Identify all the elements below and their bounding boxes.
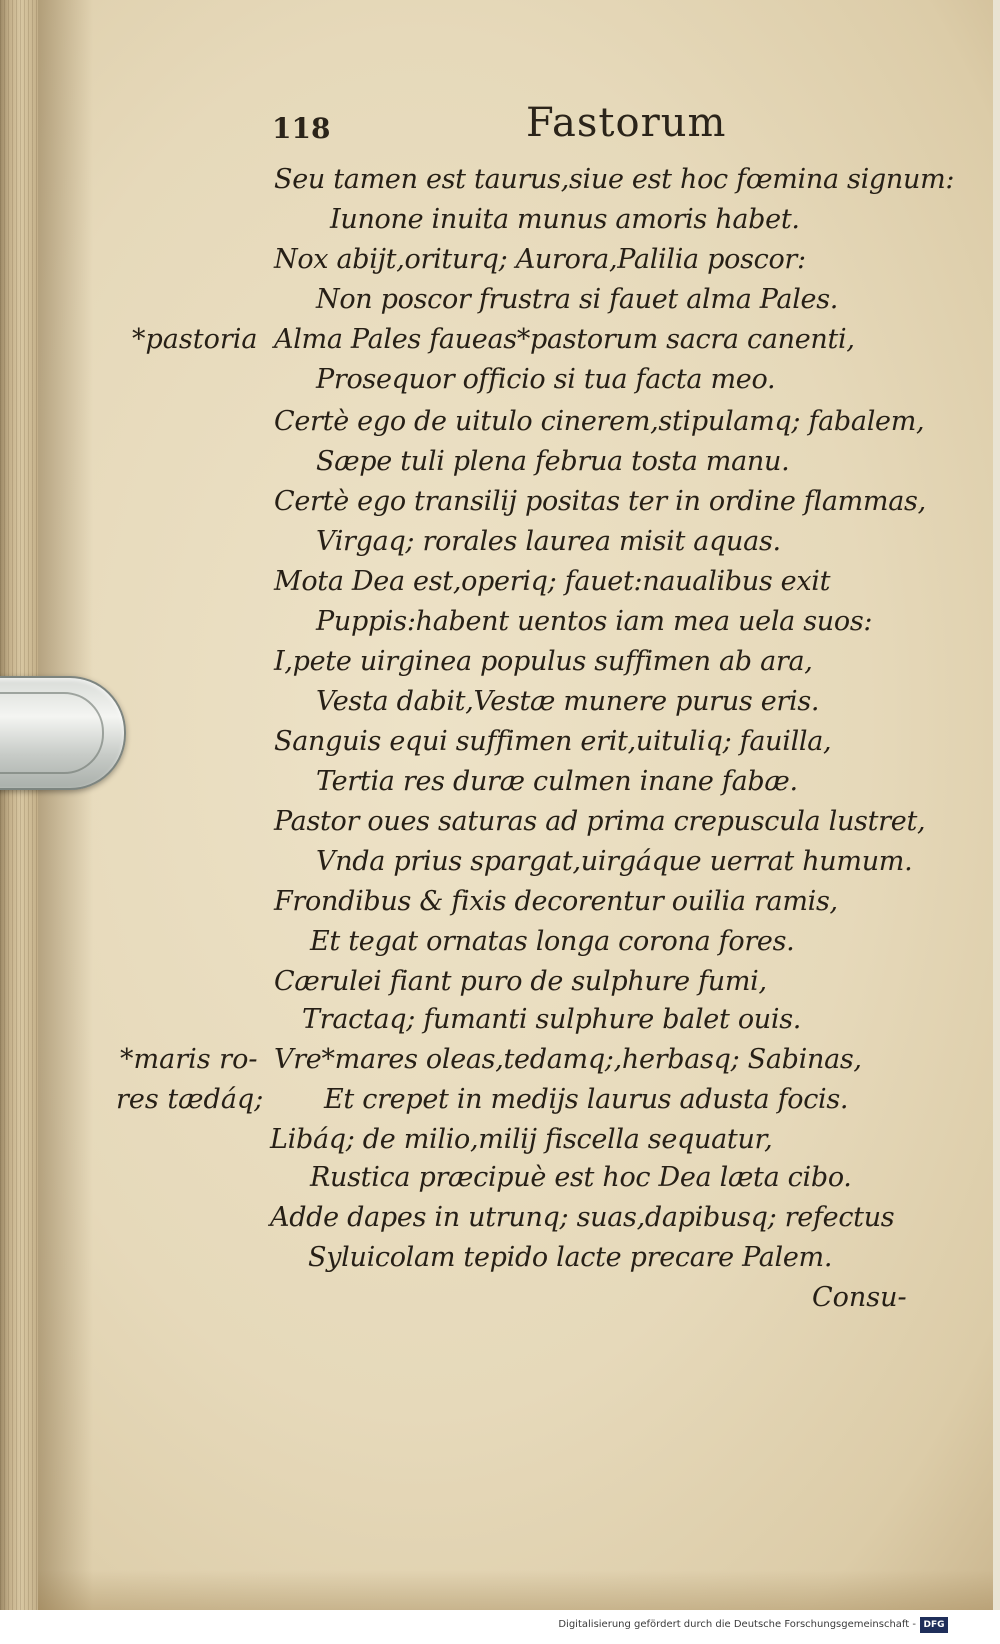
verse-line: Certè ego transilij positas ter in ordine flammas, — [274, 486, 926, 517]
verse-line: Frondibus & fixis decorentur ouilia ramis, — [274, 886, 838, 917]
verse-line: Vnda prius spargat,uirgáque uerrat humum. — [316, 846, 913, 877]
verse-line: Vre*mares oleas,tedamq;,herbasq; Sabinas, — [274, 1044, 862, 1075]
verse-line: Prosequor officio si tua facta meo. — [316, 364, 776, 395]
page-number: 118 — [272, 112, 331, 145]
verse-line: Vesta dabit,Vestæ munere purus eris. — [316, 686, 820, 717]
verse-line: Libáq; de milio,milij fiscella sequatur, — [270, 1124, 773, 1155]
funding-credit: Digitalisierung gefördert durch die Deutsche Forschungsgemeinschaft - — [558, 1619, 916, 1630]
margin-note-taedaque: res tædáq; — [116, 1084, 264, 1115]
book-page — [38, 0, 993, 1610]
verse-line: Tractaq; fumanti sulphure balet ouis. — [302, 1004, 802, 1035]
verse-line: I,pete uirginea populus suffimen ab ara, — [274, 646, 813, 677]
digitization-footer — [0, 1610, 1000, 1644]
verse-line: Puppis:habent uentos iam mea uela suos: — [316, 606, 873, 637]
verse-line: Certè ego de uitulo cinerem,stipulamq; fabalem, — [274, 406, 925, 437]
running-head: Fastorum — [526, 100, 727, 146]
verse-line: Et crepet in medijs laurus adusta focis. — [324, 1084, 849, 1115]
page-clip — [0, 676, 126, 790]
verse-line: Rustica præcipuè est hoc Dea læta cibo. — [310, 1162, 852, 1193]
verse-line: Sanguis equi suffimen erit,uituliq; fauilla, — [274, 726, 832, 757]
verse-line: Et tegat ornatas longa corona fores. — [310, 926, 795, 957]
margin-note-pastoria: *pastoria — [132, 324, 258, 355]
verse-line: Seu tamen est taurus,siue est hoc fœmina signum: — [274, 164, 955, 195]
verse-line: Mota Dea est,operiq; fauet:naualibus exit — [274, 566, 831, 597]
gutter-shadow — [38, 0, 93, 1610]
page-bottom-shadow — [38, 1570, 993, 1612]
verse-line: Virgaq; rorales laurea misit aquas. — [316, 526, 781, 557]
verse-line: Syluicolam tepido lacte precare Palem. — [308, 1242, 833, 1273]
verse-line: Cærulei fiant puro de sulphure fumi, — [274, 966, 767, 997]
verse-line: Non poscor frustra si fauet alma Pales. — [316, 284, 839, 315]
verse-line: Alma Pales faueas*pastorum sacra canenti, — [274, 324, 855, 355]
margin-note-maris: *maris ro- — [120, 1044, 258, 1075]
catchword: Consu- — [812, 1282, 907, 1313]
verse-line: Tertia res duræ culmen inane fabæ. — [316, 766, 798, 797]
verse-line: Sæpe tuli plena februa tosta manu. — [316, 446, 790, 477]
page-clip-inner — [0, 692, 104, 774]
verse-line: Adde dapes in utrunq; suas,dapibusq; refectus — [270, 1202, 895, 1233]
verse-line: Iunone inuita munus amoris habet. — [330, 204, 800, 235]
verse-line: Nox abijt,oriturq; Aurora,Palilia poscor: — [274, 244, 806, 275]
dfg-logo-icon: DFG — [920, 1617, 948, 1633]
verse-line: Pastor oues saturas ad prima crepuscula lustret, — [274, 806, 926, 837]
